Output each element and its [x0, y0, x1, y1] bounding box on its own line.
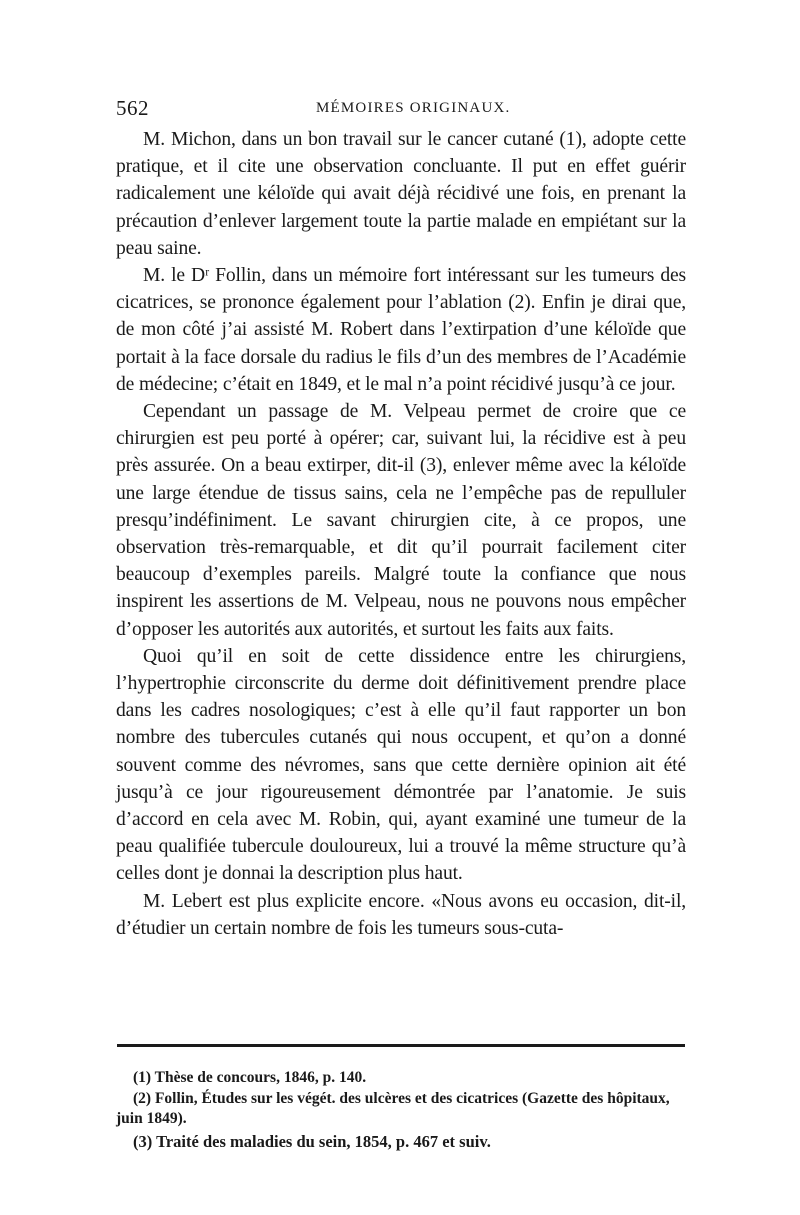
- page-number: 562: [116, 96, 149, 120]
- body-text: [116, 126, 686, 942]
- running-title: MÉMOIRES ORIGINAUX.: [316, 100, 511, 116]
- paragraph-velpeau: Cependant un passage de M. Velpeau permet de croire que ce chirurgien est peu porté à opérer; car, suivant lui, la récidive est à peu près assurée. On a beau extirper, dit-il (3), enlever même avec la kéloïde une large étendue de tissus sains, cela ne l’empêche pas de repulluler presqu’indéfiniment. Le savant chirurgien cite, à ce propos, une observation très-remarquable, et dit qu’il pourrait facilement citer beaucoup d’exemples pareils. Malgré toute la confiance que nous inspirent les assertions de M. Velpeau, nous ne pouvons nous empêcher d’opposer les autorités aux autorités, et surtout les faits aux faits.: [116, 401, 686, 640]
- paragraph-michon: M. Michon, dans un bon travail sur le cancer cutané (1), adopte cette pratique, et il cite une observation concluante. Il put en effet guérir radicalement une kéloïde qui avait déjà récidivé une fois, en prenant la précaution d’enlever largement toute la partie malade en empiétant sur la peau saine.: [116, 129, 686, 259]
- paragraph-follin: M. le Dʳ Follin, dans un mémoire fort intéressant sur les tumeurs des cicatrices, se prononce également pour l’ablation (2). Enfin je dirai que, de mon côté j’ai assisté M. Robert dans l’extirpation d’une kéloïde que portait à la face dorsale du radius le fils d’un des membres de l’Académie de médecine; c’était en 1849, et le mal n’a point récidivé jusqu’à ce jour.: [116, 265, 686, 395]
- footnotes: [116, 1068, 686, 1152]
- paragraph-hypertrophie: Quoi qu’il en soit de cette dissidence entre les chirurgiens, l’hypertrophie circonscrite du derme doit définitivement prendre place dans les cadres nosologiques; c’est à elle qu’il faut rapporter un bon nombre des tubercules cutanés qui nous occupent, et qu’on a donné souvent comme des névromes, sans que cette dernière opinion ait été jusqu’à ce jour rigoureusement démontrée par l’anatomie. Je suis d’accord en cela avec M. Robin, qui, ayant examiné une tumeur de la peau qualifiée tubercule douloureux, lui a trouvé la même structure qu’à celles dont je donnai la description plus haut.: [116, 645, 686, 885]
- footnote-1: (1) Thèse de concours, 1846, p. 140.: [133, 1069, 367, 1086]
- running-head: [116, 96, 686, 120]
- footnote-rule: [117, 1044, 685, 1047]
- footnote-3: (3) Traité des maladies du sein, 1854, p. 467 et suiv.: [133, 1131, 491, 1151]
- footnote-2: (2) Follin, Études sur les végét. des ulcères et des cicatrices (Gazette des hôpitaux, juin 1849).: [116, 1089, 670, 1127]
- paragraph-lebert: M. Lebert est plus explicite encore. «Nous avons eu occasion, dit-il, d’étudier un certain nombre de fois les tumeurs sous-cuta-: [116, 890, 686, 939]
